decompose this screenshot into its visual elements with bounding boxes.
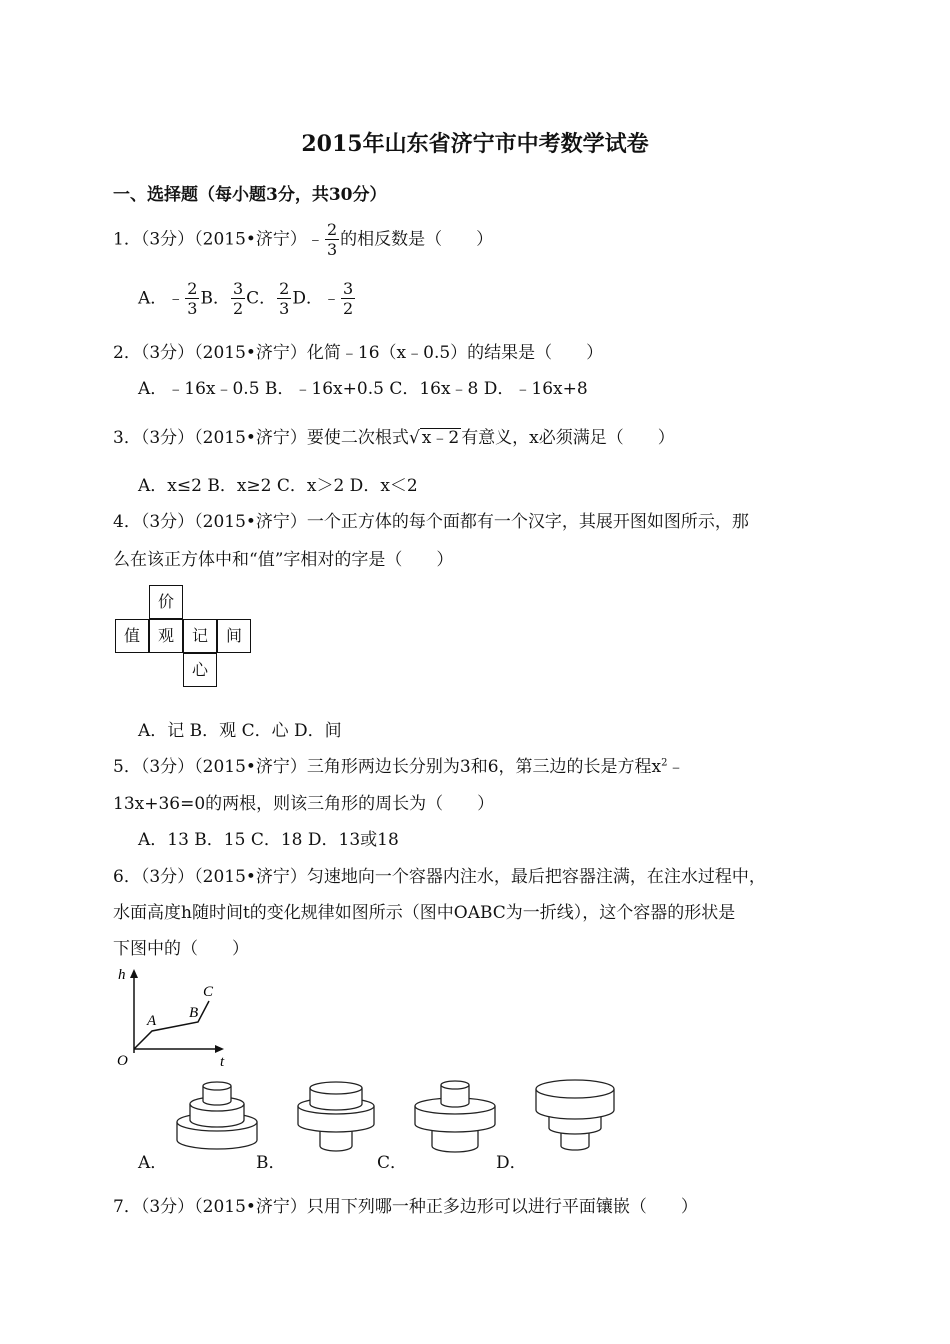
question-3-options: A．x≤2 B．x≥2 C．x＞2 D．x＜2 xyxy=(138,476,418,496)
t-axis-arrow-icon xyxy=(215,1045,224,1053)
question-5-options: A．13 B．15 C．18 D．13或18 xyxy=(138,830,399,850)
container-a-icon xyxy=(172,1078,264,1158)
q1-opt-d-den: 2 xyxy=(343,299,354,318)
water-height-graph xyxy=(110,965,240,1075)
container-b-icon xyxy=(292,1078,382,1158)
q5-line1-prefix: 5．（3分）（2015•济宁）三角形两边长分别为3和6，第三边的长是方程x xyxy=(113,757,662,777)
q1-opt-b-frac xyxy=(231,281,245,317)
graph-label-a: A xyxy=(147,1013,157,1029)
cube-net-figure xyxy=(113,585,258,695)
question-6-line-3: 下图中的（ ） xyxy=(113,939,249,959)
question-4-line-2: 么在该正方体中和“值”字相对的字是（ ） xyxy=(113,550,454,570)
net-cell-left: 值 xyxy=(115,619,149,653)
question-7-stem: 7．（3分）（2015•济宁）只用下列哪一种正多边形可以进行平面镶嵌（ ） xyxy=(113,1197,698,1217)
h-axis-arrow-icon xyxy=(130,969,138,978)
q1-opt-a-prefix: A．﹣ xyxy=(138,288,185,309)
q1-opt-b-label: B． xyxy=(200,288,230,309)
q1-opt-b-den: 2 xyxy=(232,299,244,318)
q6-option-a-label: A． xyxy=(138,1153,168,1173)
question-4-line-1: 4．（3分）（2015•济宁）一个正方体的每个面都有一个汉字，其展开图如图所示，那 xyxy=(113,512,749,532)
question-3-stem xyxy=(113,423,675,448)
q1-frac-den: 3 xyxy=(326,240,338,259)
q3-stem-prefix: 3．（3分）（2015•济宁）要使二次根式 xyxy=(113,428,409,448)
question-1-stem xyxy=(113,222,493,258)
question-4-options: A．记 B．观 C．心 D．间 xyxy=(138,721,342,741)
q1-opt-c-den: 3 xyxy=(279,299,290,318)
q1-opt-c-label: C． xyxy=(246,288,277,309)
graph-label-o: O xyxy=(117,1053,128,1069)
q1-fraction xyxy=(325,222,339,258)
q6-option-b-label: B． xyxy=(256,1153,286,1173)
graph-label-t: t xyxy=(220,1054,225,1070)
q1-stem-prefix: 1．（3分）（2015•济宁）﹣ xyxy=(113,229,324,250)
question-6-line-1: 6．（3分）（2015•济宁）匀速地向一个容器内注水，最后把容器注满，在注水过程中， xyxy=(113,867,766,887)
q6-option-d-label: D． xyxy=(496,1153,527,1173)
section-heading: 一、选择题（每小题3分，共30分） xyxy=(113,185,387,205)
sqrt-icon: √ xyxy=(408,428,420,448)
question-5-line-1 xyxy=(113,752,685,777)
graph-label-b: B xyxy=(189,1005,199,1021)
net-cell-right: 记 xyxy=(183,619,217,653)
container-c-icon xyxy=(410,1076,502,1158)
graph-label-c: C xyxy=(203,984,214,1000)
graph-label-h: h xyxy=(118,967,126,983)
q1-opt-c-frac xyxy=(277,281,291,317)
question-2-options: A．﹣16x﹣0.5 B．﹣16x+0.5 C．16x﹣8 D．﹣16x+8 xyxy=(138,379,588,399)
q1-opt-d-frac xyxy=(341,281,355,317)
q1-opt-a-num: 2 xyxy=(187,279,198,298)
q1-opt-a-den: 3 xyxy=(187,299,198,318)
q6-option-c-label: C． xyxy=(377,1153,408,1173)
page-title: 2015年山东省济宁市中考数学试卷 xyxy=(301,131,649,157)
question-6-line-2: 水面高度h随时间t的变化规律如图所示（图中OABC为一折线），这个容器的形状是 xyxy=(113,903,736,923)
net-cell-top: 价 xyxy=(149,585,183,619)
q1-opt-c-num: 2 xyxy=(279,279,290,298)
q1-opt-a-frac xyxy=(185,281,199,317)
q5-line1-suffix: ﹣ xyxy=(667,757,685,777)
question-5-line-2: 13x+36=0的两根，则该三角形的周长为（ ） xyxy=(113,794,495,814)
q1-frac-num: 2 xyxy=(326,220,338,239)
question-1-options xyxy=(138,281,356,317)
container-d-icon xyxy=(532,1076,618,1158)
q3-stem-suffix: 有意义，x必须满足（ ） xyxy=(461,428,675,448)
q1-opt-d-label: D．﹣ xyxy=(292,288,340,309)
net-cell-far-right: 间 xyxy=(217,619,251,653)
question-2-stem: 2．（3分）（2015•济宁）化简﹣16（x﹣0.5）的结果是（ ） xyxy=(113,343,604,363)
q1-opt-d-num: 3 xyxy=(343,279,354,298)
net-cell-bottom: 心 xyxy=(183,653,217,687)
q5-exponent: 2 xyxy=(661,757,668,769)
net-cell-center: 观 xyxy=(149,619,183,653)
q1-stem-suffix: 的相反数是（ ） xyxy=(340,229,494,250)
q1-opt-b-num: 3 xyxy=(232,279,244,298)
q3-radicand: x﹣2 xyxy=(421,428,460,448)
